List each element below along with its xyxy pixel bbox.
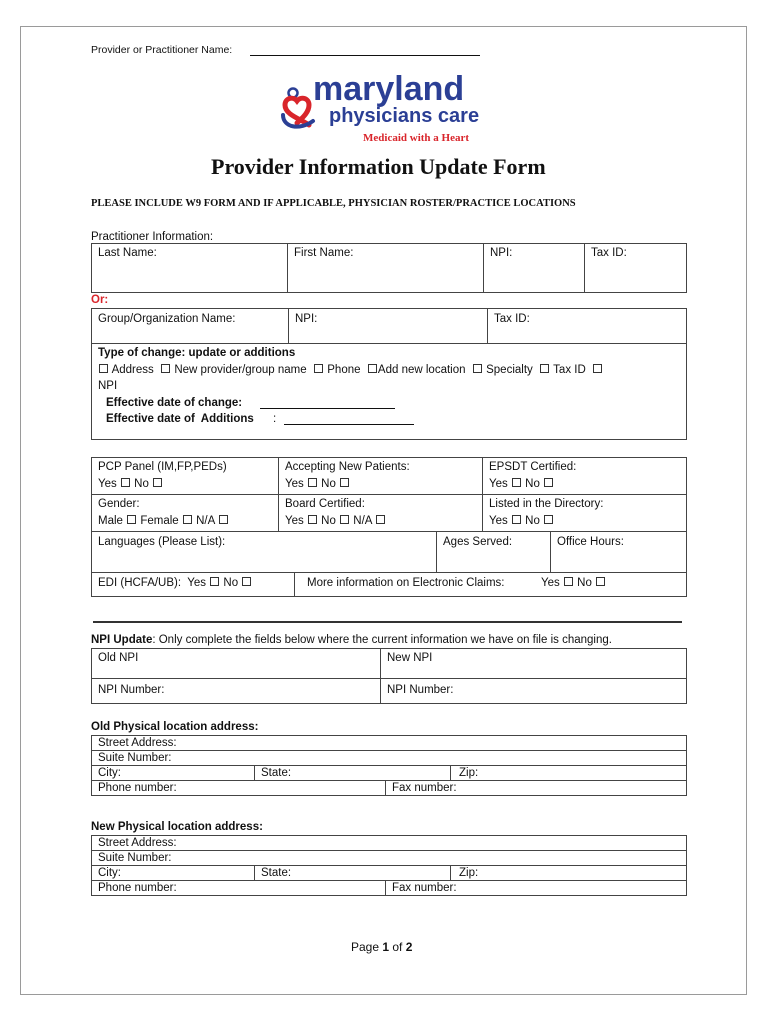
listed-label: Listed in the Directory: xyxy=(489,498,604,510)
page-number xyxy=(351,940,412,954)
ages-label: Ages Served: xyxy=(443,536,513,548)
type-of-change-heading: Type of change: update or additions xyxy=(98,347,296,359)
old-npi-label: Old NPI xyxy=(98,652,139,664)
logo-physicians-care-text: physicians care xyxy=(329,105,480,127)
new-name-option: New provider/group name xyxy=(174,364,307,376)
old-phone-label: Phone number: xyxy=(98,782,177,794)
effective-change-label: Effective date of change: xyxy=(106,397,243,409)
claims-no-label: No xyxy=(577,577,592,589)
gender-label: Gender: xyxy=(98,498,140,510)
maryland-physicians-care-logo xyxy=(279,71,489,149)
new-suite-label: Suite Number: xyxy=(98,852,172,864)
logo-tagline: Medicaid with a Heart xyxy=(363,132,470,144)
listed-no-checkbox[interactable] xyxy=(544,515,553,524)
new-npi-label: New NPI xyxy=(387,652,433,664)
languages-label: Languages (Please List): xyxy=(98,536,226,548)
listed-yes-label: Yes xyxy=(489,515,508,527)
epsdt-cell xyxy=(482,457,687,495)
old-street-label: Street Address: xyxy=(98,737,177,749)
old-suite-field[interactable] xyxy=(91,750,687,766)
new-zip-label: Zip: xyxy=(459,867,479,879)
edi-cell xyxy=(91,572,295,597)
old-city-field[interactable] xyxy=(91,765,255,781)
accepting-patients-cell xyxy=(278,457,483,495)
effective-additions-label: Effective date of Additions xyxy=(106,413,254,425)
board-no-label: No xyxy=(321,515,336,527)
npi-update-heading-rest: : Only complete the fields below where the current information we have on file is changing. xyxy=(152,634,612,646)
group-tax-id-label: Tax ID: xyxy=(494,313,530,325)
group-tax-id-field[interactable] xyxy=(487,308,687,344)
type-of-change-box xyxy=(91,343,687,440)
effective-additions-field[interactable] xyxy=(284,424,414,425)
tax-id-option: Tax ID xyxy=(553,364,586,376)
practitioner-tax-id-field[interactable] xyxy=(584,243,687,293)
form-title: Provider Information Update Form xyxy=(211,154,546,179)
accepting-yes-checkbox[interactable] xyxy=(308,478,317,487)
male-label: Male xyxy=(98,515,123,527)
new-phone-field[interactable] xyxy=(91,880,386,896)
gender-cell xyxy=(91,494,279,532)
group-name-label: Group/Organization Name: xyxy=(98,313,236,325)
new-zip-field[interactable] xyxy=(450,865,687,881)
edi-label: EDI (HCFA/UB): xyxy=(98,577,182,589)
board-na-checkbox[interactable] xyxy=(376,515,385,524)
last-name-field[interactable] xyxy=(91,243,288,293)
effective-change-field[interactable] xyxy=(260,408,395,409)
tax-id-checkbox[interactable] xyxy=(540,364,549,373)
languages-field[interactable] xyxy=(91,531,437,573)
logo-maryland-text: maryland xyxy=(313,70,465,108)
pcp-no-label: No xyxy=(134,478,149,490)
npi-option: NPI xyxy=(98,380,118,392)
epsdt-label: EPSDT Certified: xyxy=(489,461,577,473)
edi-yes-label: Yes xyxy=(187,577,207,589)
pcp-no-checkbox[interactable] xyxy=(153,478,162,487)
office-hours-field[interactable] xyxy=(550,531,687,573)
group-name-field[interactable] xyxy=(91,308,289,344)
board-yes-checkbox[interactable] xyxy=(308,515,317,524)
page-prefix: Page xyxy=(351,940,383,954)
gender-na-label: N/A xyxy=(196,515,215,527)
electronic-claims-label: More information on Electronic Claims: xyxy=(307,577,505,589)
new-location-option: Add new location xyxy=(377,364,466,376)
new-name-checkbox[interactable] xyxy=(161,364,170,373)
section-divider xyxy=(93,621,682,623)
epsdt-yes-checkbox[interactable] xyxy=(512,478,521,487)
claims-yes-checkbox[interactable] xyxy=(564,577,573,586)
old-zip-field[interactable] xyxy=(450,765,687,781)
accepting-label: Accepting New Patients: xyxy=(285,461,410,473)
new-fax-field[interactable] xyxy=(385,880,687,896)
old-fax-field[interactable] xyxy=(385,780,687,796)
specialty-checkbox[interactable] xyxy=(473,364,482,373)
epsdt-no-checkbox[interactable] xyxy=(544,478,553,487)
epsdt-yes-label: Yes xyxy=(489,478,508,490)
board-label: Board Certified: xyxy=(285,498,365,510)
pcp-panel-cell xyxy=(91,457,279,495)
claims-yes-label: Yes xyxy=(541,577,560,589)
pcp-yes-label: Yes xyxy=(98,478,117,490)
practitioner-npi-label: NPI: xyxy=(490,247,513,259)
office-hours-label: Office Hours: xyxy=(557,536,624,548)
new-phone-label: Phone number: xyxy=(98,882,177,894)
effective-additions-colon: : xyxy=(273,413,277,425)
old-npi-field[interactable] xyxy=(91,648,381,679)
board-certified-cell xyxy=(278,494,483,532)
specialty-option: Specialty xyxy=(486,364,533,376)
first-name-label: First Name: xyxy=(294,247,354,259)
female-checkbox[interactable] xyxy=(183,515,192,524)
first-name-field[interactable] xyxy=(287,243,484,293)
or-label: Or: xyxy=(91,294,109,306)
provider-name-field[interactable] xyxy=(250,55,480,56)
notice-text: PLEASE INCLUDE W9 FORM AND IF APPLICABLE, PHYSICIAN ROSTER/PRACTICE LOCATIONS xyxy=(91,198,576,209)
board-yes-label: Yes xyxy=(285,515,304,527)
accepting-yes-label: Yes xyxy=(285,478,304,490)
practitioner-section-label: Practitioner Information: xyxy=(91,231,214,243)
old-fax-label: Fax number: xyxy=(392,782,457,794)
group-npi-label: NPI: xyxy=(295,313,318,325)
provider-name-label: Provider or Practitioner Name: xyxy=(91,44,233,56)
electronic-claims-cell xyxy=(294,572,687,597)
new-state-label: State: xyxy=(261,867,292,879)
old-state-label: State: xyxy=(261,767,292,779)
listed-directory-cell xyxy=(482,494,687,532)
edi-no-label: No xyxy=(223,577,239,589)
new-npi-number-label: NPI Number: xyxy=(387,684,454,696)
old-suite-label: Suite Number: xyxy=(98,752,172,764)
address-option: Address xyxy=(111,364,154,376)
ages-served-field[interactable] xyxy=(436,531,551,573)
old-street-field[interactable] xyxy=(91,735,687,751)
old-city-label: City: xyxy=(98,767,121,779)
new-state-field[interactable] xyxy=(254,865,451,881)
group-npi-field[interactable] xyxy=(288,308,488,344)
old-npi-number-label: NPI Number: xyxy=(98,684,165,696)
listed-no-label: No xyxy=(525,515,540,527)
epsdt-no-label: No xyxy=(525,478,540,490)
practitioner-npi-field[interactable] xyxy=(483,243,585,293)
npi-checkbox[interactable] xyxy=(593,364,602,373)
last-name-label: Last Name: xyxy=(98,247,157,259)
document-page xyxy=(20,26,747,995)
old-address-heading: Old Physical location address: xyxy=(91,721,259,733)
new-street-label: Street Address: xyxy=(98,837,177,849)
npi-update-heading-bold: NPI Update xyxy=(91,634,153,646)
claims-no-checkbox[interactable] xyxy=(596,577,605,586)
new-npi-number-field[interactable] xyxy=(380,678,687,704)
npi-update-heading xyxy=(91,633,612,647)
old-state-field[interactable] xyxy=(254,765,451,781)
male-checkbox[interactable] xyxy=(127,515,136,524)
new-city-label: City: xyxy=(98,867,121,879)
board-no-checkbox[interactable] xyxy=(340,515,349,524)
accepting-no-checkbox[interactable] xyxy=(340,478,349,487)
new-street-field[interactable] xyxy=(91,835,687,851)
phone-option: Phone xyxy=(327,364,361,376)
page-total: 2 xyxy=(405,940,413,954)
new-suite-field[interactable] xyxy=(91,850,687,866)
new-location-checkbox[interactable] xyxy=(368,364,377,373)
board-na-label: N/A xyxy=(353,515,372,527)
accepting-no-label: No xyxy=(321,478,336,490)
new-address-heading: New Physical location address: xyxy=(91,821,263,833)
listed-yes-checkbox[interactable] xyxy=(512,515,521,524)
edi-no-checkbox[interactable] xyxy=(242,577,251,586)
pcp-yes-checkbox[interactable] xyxy=(121,478,130,487)
phone-checkbox[interactable] xyxy=(314,364,323,373)
pcp-panel-label: PCP Panel (IM,FP,PEDs) xyxy=(98,461,227,473)
edi-yes-checkbox[interactable] xyxy=(210,577,219,586)
address-checkbox[interactable] xyxy=(99,364,108,373)
practitioner-tax-id-label: Tax ID: xyxy=(591,247,627,259)
new-fax-label: Fax number: xyxy=(392,882,457,894)
page-of: of xyxy=(389,940,406,954)
new-city-field[interactable] xyxy=(91,865,255,881)
old-zip-label: Zip: xyxy=(459,767,479,779)
page-current: 1 xyxy=(382,940,390,954)
new-npi-field[interactable] xyxy=(380,648,687,679)
female-label: Female xyxy=(140,515,179,527)
old-phone-field[interactable] xyxy=(91,780,386,796)
old-npi-number-field[interactable] xyxy=(91,678,381,704)
gender-na-checkbox[interactable] xyxy=(219,515,228,524)
